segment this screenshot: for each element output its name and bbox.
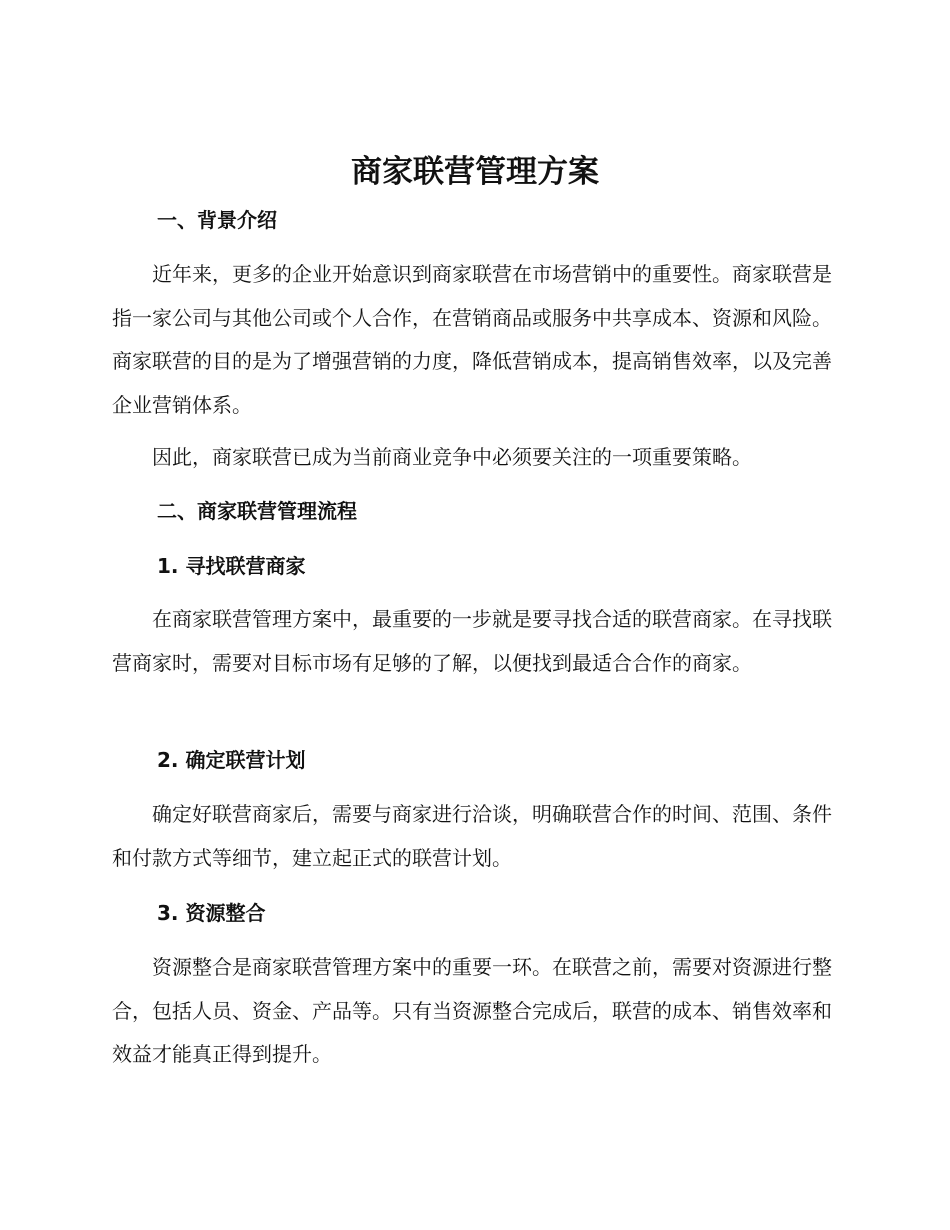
- step-heading-resource-integration: 3. 资源整合: [157, 901, 266, 925]
- paragraph-resource-integration: 资源整合是商家联营管理方案中的重要一环。在联营之前，需要对资源进行整合，包括人员、资金、产品等。只有当资源整合完成后，联营的成本、销售效率和效益才能真正得到提升。: [112, 955, 832, 1066]
- section-heading-process: 二、商家联营管理流程: [157, 499, 357, 523]
- section-heading-background: 一、背景介绍: [157, 208, 277, 232]
- paragraph-background-intro: 近年来，更多的企业开始意识到商家联营在市场营销中的重要性。商家联营是指一家公司与其他公司或个人合作，在营销商品或服务中共享成本、资源和风险。商家联营的目的是为了增强营销的力度，降低营销成本，提高销售效率，以及完善企业营销体系。: [112, 262, 832, 417]
- paragraph-background-conclusion: 因此，商家联营已成为当前商业竞争中必须要关注的一项重要策略。: [152, 445, 752, 469]
- document-title: 商家联营管理方案: [351, 154, 599, 190]
- paragraph-confirm-plan: 确定好联营商家后，需要与商家进行洽谈，明确联营合作的时间、范围、条件和付款方式等细节，建立起正式的联营计划。: [112, 802, 832, 870]
- step-heading-confirm-plan: 2. 确定联营计划: [157, 748, 306, 772]
- paragraph-find-partners: 在商家联营管理方案中，最重要的一步就是要寻找合适的联营商家。在寻找联营商家时，需要对目标市场有足够的了解，以便找到最适合合作的商家。: [112, 607, 832, 675]
- step-heading-find-partners: 1. 寻找联营商家: [157, 554, 306, 578]
